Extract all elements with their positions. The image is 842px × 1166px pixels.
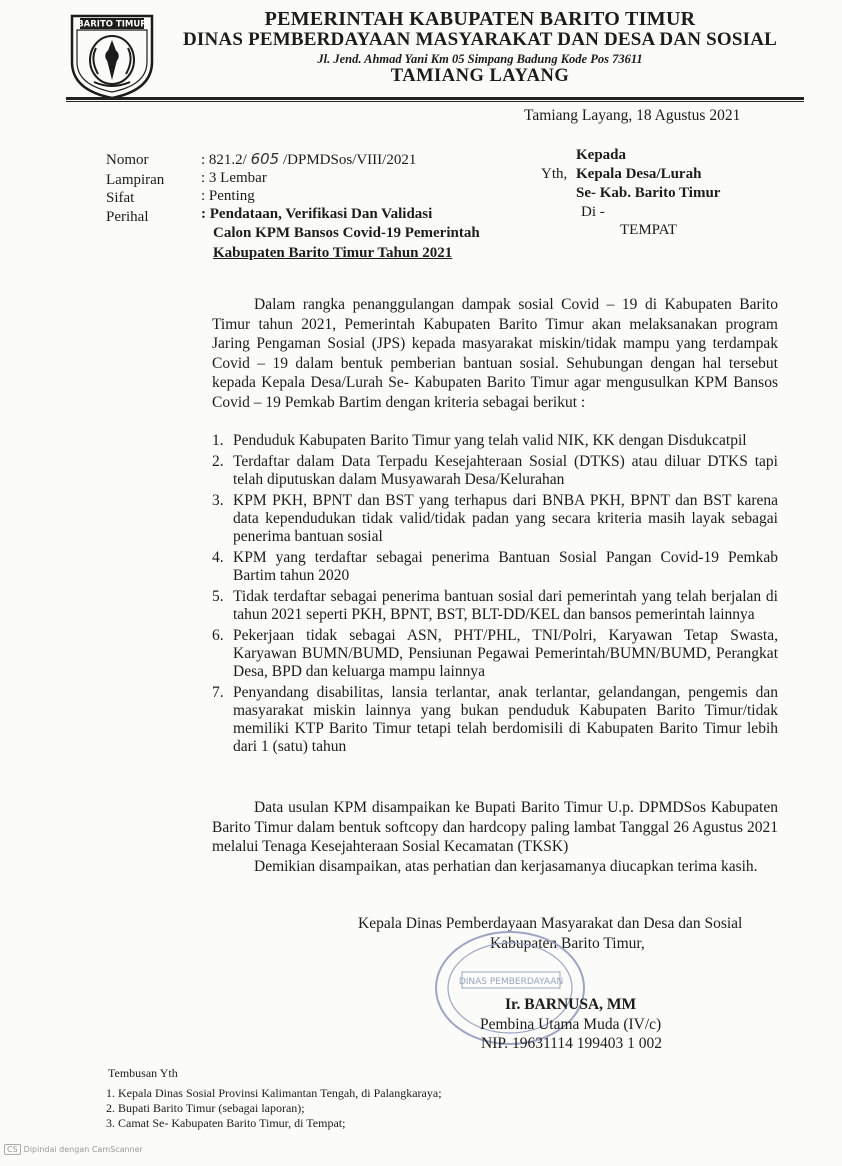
submission-paragraph: Data usulan KPM disampaikan ke Bupati Barito Timur U.p. DPMDSos Kabupaten Barito Timur dalam bentuk softcopy dan hardcopy paling lambat Tanggal 26 Agustus 2021 melalui Tenaga Kesejahteraan Sosial Kecamatan (TKSK) bbox=[212, 799, 778, 855]
letterhead-address: Jl. Jend. Ahmad Yani Km 05 Simpang Badung Kode Pos 73611 bbox=[317, 52, 643, 66]
letterhead-rule-thick bbox=[66, 97, 804, 100]
list-item: 5. Tidak terdaftar sebagai penerima bantuan sosial dari pemerintah yang telah berjalan di tahun 2021 seperti PKH, BPNT, BST, BLT-DD/KEL dan bansos pemerintah lainnya bbox=[212, 588, 778, 623]
lampiran-label: Lampiran bbox=[106, 172, 165, 188]
addressee-yth: Yth, bbox=[541, 166, 568, 182]
nomor-label: Nomor bbox=[106, 152, 149, 168]
nomor-value bbox=[201, 150, 416, 169]
lampiran-value: : 3 Lembar bbox=[201, 170, 267, 186]
letterhead-government: PEMERINTAH KABUPATEN BARITO TIMUR bbox=[264, 8, 696, 30]
logo-text: BARITO TIMUR bbox=[77, 19, 147, 30]
addressee-line1: Kepala Desa/Lurah bbox=[576, 166, 702, 182]
nomor-handwritten: 605 bbox=[250, 150, 280, 168]
list-item: 3. KPM PKH, BPNT dan BST yang terhapus dari BNBA PKH, BPNT dan BST karena data kependudukan tidak valid/tidak padan yang secara kriteria masih layak sebagai penerima bantuan sosial bbox=[212, 492, 778, 545]
scanner-text: Dipindai dengan CamScanner bbox=[23, 1145, 143, 1154]
signer-nip: NIP. 19631114 199403 1 002 bbox=[481, 1035, 662, 1052]
addressee-kepada: Kepada bbox=[576, 147, 627, 163]
letterhead-city: TAMIANG LAYANG bbox=[390, 66, 570, 86]
letterhead-agency: DINAS PEMBERDAYAAN MASYARAKAT DAN DESA DAN SOSIAL bbox=[183, 29, 777, 50]
sifat-label: Sifat bbox=[106, 190, 135, 206]
perihal-line1: : Pendataan, Verifikasi Dan Validasi bbox=[201, 206, 433, 222]
signer-rank: Pembina Utama Muda (IV/c) bbox=[480, 1016, 662, 1033]
stamp-text: DINAS PEMBERDAYAAN bbox=[458, 977, 564, 987]
addressee-di: Di - bbox=[581, 204, 605, 220]
tembusan-title: Tembusan Yth bbox=[108, 1066, 178, 1080]
letterhead-rule-thin bbox=[66, 101, 804, 102]
scanner-badge: CS bbox=[4, 1144, 21, 1155]
criteria-list bbox=[212, 432, 778, 756]
addressee-tempat: TEMPAT bbox=[620, 222, 677, 238]
list-item: 1. Penduduk Kabupaten Barito Timur yang telah valid NIK, KK dengan Disdukcatpil bbox=[212, 432, 747, 449]
list-item: 4. KPM yang terdaftar sebagai penerima Bantuan Sosial Pangan Covid-19 Pemkab Bartim tahun 2020 bbox=[212, 549, 778, 584]
perihal-label: Perihal bbox=[106, 209, 149, 225]
scanner-watermark bbox=[4, 1144, 143, 1155]
closing-paragraph: Demikian disampaikan, atas perhatian dan kerjasamanya diucapkan terima kasih. bbox=[254, 858, 758, 875]
list-item: 2. Terdaftar dalam Data Terpadu Kesejahteraan Sosial (DTKS) atau diluar DTKS tapi telah diputuskan dalam Musyawarah Desa/Kelurahan bbox=[212, 453, 778, 488]
tembusan-item: 2. Bupati Barito Timur (sebagai laporan); bbox=[106, 1101, 305, 1115]
signer-region: Kabupaten Barito Timur, bbox=[490, 935, 645, 952]
intro-paragraph: Dalam rangka penanggulangan dampak sosial Covid – 19 di Kabupaten Barito Timur tahun 2021, Pemerintah Kabupaten Barito Timur akan melaksanakan program Jaring Pengaman Sosial (JPS) kepada masyarakat miskin/tidak mampu yang terdampak Covid – 19 dalam bentuk pemberian bantuan sosial. Sehubungan dengan hal tersebut kepada Kepala Desa/Lurah Se- Kabupaten Barito Timur agar mengusulkan KPM Bansos Covid – 19 Pemkab Bartim dengan kriteria sebagai berikut : bbox=[212, 296, 778, 411]
nomor-prefix: : 821.2/ bbox=[201, 152, 247, 168]
perihal-line3: Kabupaten Barito Timur Tahun 2021 bbox=[213, 245, 453, 261]
list-item: 6. Pekerjaan tidak sebagai ASN, PHT/PHL, TNI/Polri, Karyawan Tetap Swasta, Karyawan BUMN/BUMD, Pensiunan Pegawai Pemerintah/BUMN/BUMD, Perangkat Desa, BPD dan keluarga mampu lainnya bbox=[212, 627, 778, 680]
list-item: 7. Penyandang disabilitas, lansia terlantar, anak terlantar, gelandangan, pengemis dan masyarakat miskin lainnya yang bukan penduduk Kabupaten Barito Timur/tidak memiliki KTP Barito Timur tetapi telah berdomisili di Kabupaten Barito Timur lebih dari 1 (satu) tahun bbox=[212, 684, 778, 755]
sifat-value: : Penting bbox=[201, 188, 255, 204]
signer-name: Ir. BARNUSA, MM bbox=[505, 996, 637, 1013]
signer-title: Kepala Dinas Pemberdayaan Masyarakat dan Desa dan Sosial bbox=[358, 915, 743, 932]
perihal-line2: Calon KPM Bansos Covid-19 Pemerintah bbox=[213, 225, 480, 241]
tembusan-item: 3. Camat Se- Kabupaten Barito Timur, di Tempat; bbox=[106, 1116, 346, 1130]
tembusan-item: 1. Kepala Dinas Sosial Provinsi Kalimantan Tengah, di Palangkaraya; bbox=[106, 1086, 442, 1100]
nomor-suffix: /DPMDSos/VIII/2021 bbox=[282, 152, 417, 168]
regency-logo bbox=[66, 10, 158, 102]
addressee-line2: Se- Kab. Barito Timur bbox=[576, 185, 721, 201]
letter-date: Tamiang Layang, 18 Agustus 2021 bbox=[524, 107, 741, 124]
